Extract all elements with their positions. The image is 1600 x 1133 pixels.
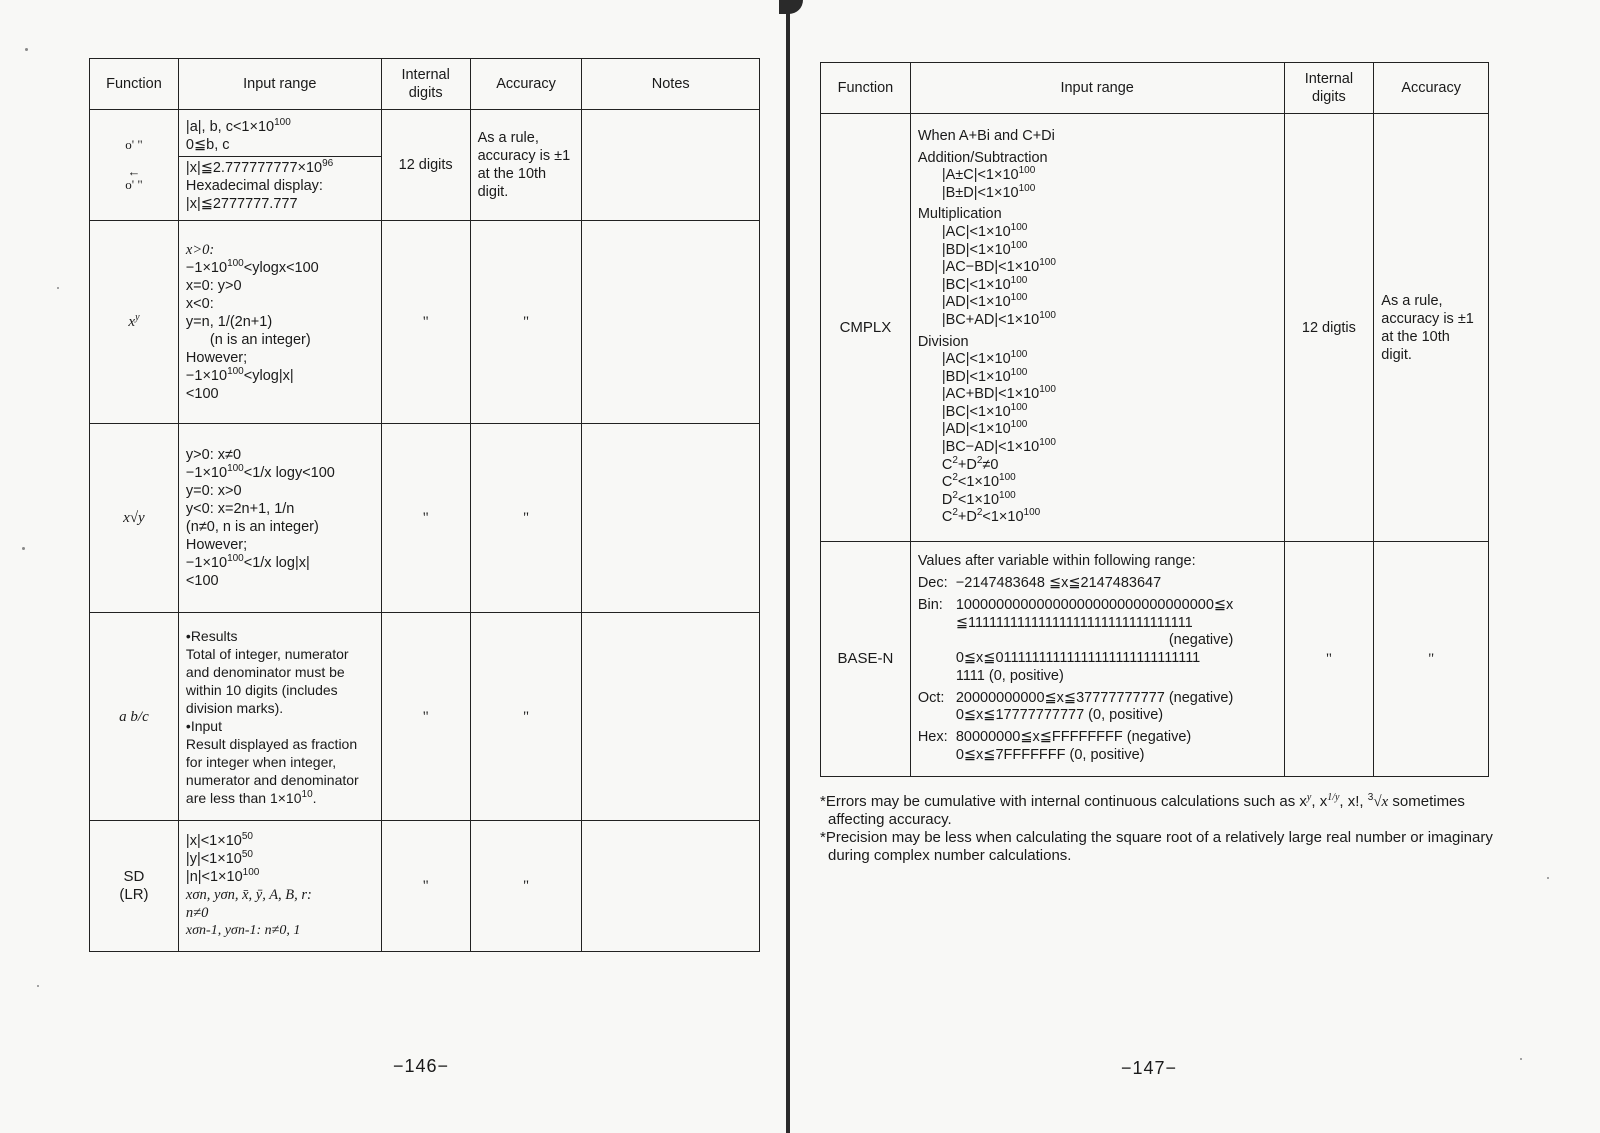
notes-fraction — [582, 613, 760, 821]
function-dms-inverse: ← o' " — [125, 164, 143, 192]
header-accuracy: Accuracy — [1374, 63, 1489, 114]
footnotes — [820, 793, 1500, 865]
range-sd: $|x|<1\times 10^{50}$ $|y|<1\times 10^{50}$ $|n|<1\times 10^{100}$ xσn, yσn, x̄, ȳ, A, B, r: n≠0 xσn-1, yσn-1: n≠0, 1 — [178, 821, 381, 952]
header-input-range: Input range — [910, 63, 1284, 114]
digits-power: " — [381, 221, 470, 424]
left-header-row — [90, 59, 760, 110]
header-function: Function — [90, 59, 179, 110]
header-input-range: Input range — [178, 59, 381, 110]
scan-speck — [57, 287, 59, 289]
header-internal-digits: Internal digits — [381, 59, 470, 110]
function-fraction: a b/c — [90, 613, 179, 821]
table-row-dms — [90, 110, 760, 221]
function-dms: o' " ← o' " — [90, 110, 179, 221]
table-row-base-n — [821, 542, 1489, 777]
header-internal-digits: Internal digits — [1284, 63, 1374, 114]
range-dms: |a|, b, $c<1\times 10^{100}$ 0≦b, c $|x|≦2.777777777\times 10^{96}$ Hexadecimal display: |x|≦2777777.777 — [178, 110, 381, 221]
right-header-row — [821, 63, 1489, 114]
notes-root — [582, 424, 760, 613]
footnote-precision: *Precision may be less when calculating the square root of a relatively large real number or imaginary during complex number calculations. — [820, 829, 1493, 864]
page-number-left: −146− — [393, 1056, 450, 1076]
footnote-errors: *Errors may be cumulative with internal continuous calculations such as $x^y$, $x^{1/y}$, x!, $^3$√x sometimes affecting accuracy. — [820, 792, 1465, 828]
accuracy-root: " — [470, 424, 582, 613]
accuracy-cmplx: As a rule, accuracy is ±1 at the 10th digit. — [1374, 114, 1489, 542]
notes-power — [582, 221, 760, 424]
page-number-right: −147− — [1121, 1058, 1178, 1078]
range-cmplx: When A+Bi and C+Di Addition/Subtraction $|A\pm C|<1\times 10^{100}$ $|B\pm D|<1\times 10^{100}$ Multiplication $|AC|<1\times 10^{100}$ $|BD|<1\times 10^{100}$ $|AC-BD|<1\times 10^{100}$ $|BC|<1\times 10^{100}$ $|AD|<1\times 10^{100}$ $|BC+AD|<1\times 10^{100}$ Division $|AC|<1\times 10^{100}$ $|BD|<1\times 10^{100}$ $|AC+BD|<1\times 10^{100}$ $|BC|<1\times 10^{100}$ $|AD|<1\times 10^{100}$ $|BC-AD|<1\times 10^{100}$ $C^2+D^2\ne 0$ $C^2<1\times 10^{100}$ $D^2<1\times 10^{100}$ $C^2+D^2<1\times 10^{100}$ — [910, 114, 1284, 542]
function-power: $x^y$ — [90, 221, 179, 424]
function-base-n: BASE-N — [821, 542, 911, 777]
notes-sd — [582, 821, 760, 952]
digits-cmplx: 12 digtis — [1284, 114, 1374, 542]
range-root: y>0: x≠0 $-1\times 10^{100}<1/x$ logy<100 y=0: x>0 y<0: x=2n+1, 1/n (n≠0, n is an integer) However; $-1\times 10^{100}<1/x$ log|x| <100 — [178, 424, 381, 613]
digits-base-n: " — [1284, 542, 1374, 777]
scan-speck — [37, 985, 39, 987]
accuracy-sd: " — [470, 821, 582, 952]
digits-dms: 12 digits — [381, 110, 470, 221]
accuracy-base-n: " — [1374, 542, 1489, 777]
scan-speck — [22, 547, 25, 550]
digits-root: " — [381, 424, 470, 613]
accuracy-power: " — [470, 221, 582, 424]
table-row-sd — [90, 821, 760, 952]
right-function-table — [820, 62, 1489, 777]
accuracy-dms: As a rule, accuracy is ±1 at the 10th digit. — [470, 110, 582, 221]
table-row-power — [90, 221, 760, 424]
table-row-fraction — [90, 613, 760, 821]
digits-fraction: " — [381, 613, 470, 821]
header-notes: Notes — [582, 59, 760, 110]
range-base-n: Values after variable within following range: Dec: −2147483648 ≦x≦2147483647 Bin: 10000000000000000000000000000000≦x ≦11111111111111111111111111111111 (negative) 0≦x≦01111111111111111111111111111 1111 (0, positive) Oct: 20000000000≦x≦37777777777 (negative) 0≦x≦17777777777 (0, positive) Hex: 80000000≦x≦FFFFFFFF (negative) 0≦x≦7FFFFFFF (0, positive) — [910, 542, 1284, 777]
header-function: Function — [821, 63, 911, 114]
range-fraction: •Results Total of integer, numerator and denominator must be within 10 digits (includes division marks). •Input Result displayed as fraction for integer when integer, numerator and denominator are less than $1\times 10^{10}$. — [178, 613, 381, 821]
scan-speck — [25, 48, 28, 51]
function-cmplx: CMPLX — [821, 114, 911, 542]
left-function-table — [89, 58, 760, 952]
function-root: x√y — [90, 424, 179, 613]
scan-speck — [1547, 877, 1549, 879]
range-power: x>0: $-1\times 10^{100}<ylogx<100$ x=0: y>0 x<0: y=n, 1/(2n+1) (n is an integer) However; $-1\times 10^{100}<ylog|x|$ <100 — [178, 221, 381, 424]
book-gutter — [786, 0, 790, 1133]
scan-speck — [1520, 1058, 1522, 1060]
function-sd: SD (LR) — [90, 821, 179, 952]
table-row-root — [90, 424, 760, 613]
notes-dms — [582, 110, 760, 221]
table-row-cmplx — [821, 114, 1489, 542]
accuracy-fraction: " — [470, 613, 582, 821]
header-accuracy: Accuracy — [470, 59, 582, 110]
digits-sd: " — [381, 821, 470, 952]
